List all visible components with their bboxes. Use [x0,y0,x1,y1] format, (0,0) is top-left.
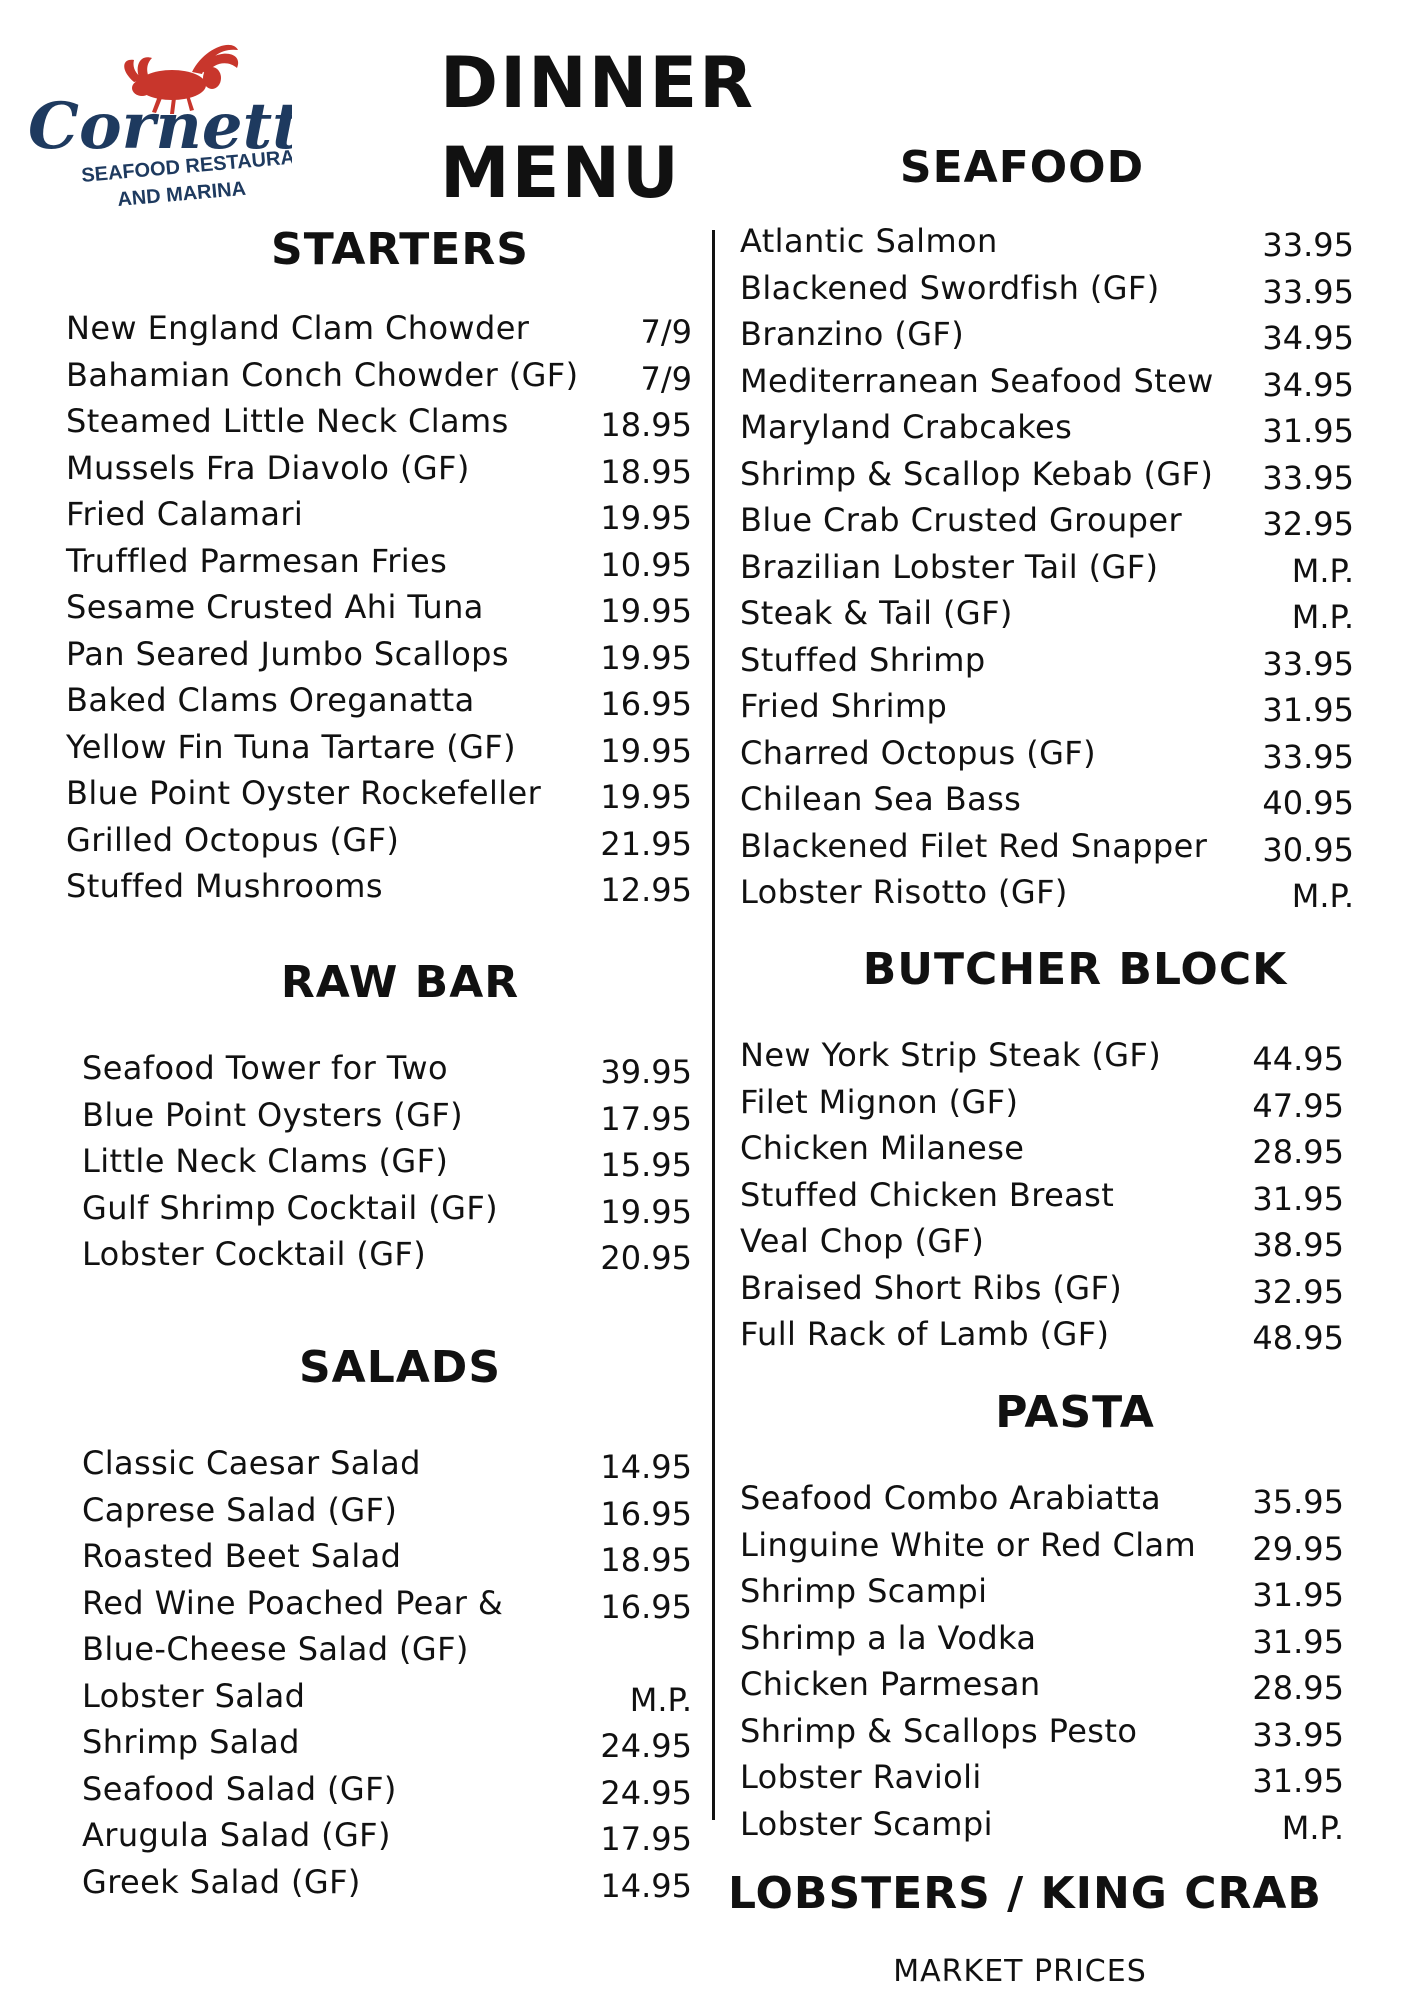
menu-item-price: 33.95 [1262,272,1354,311]
menu-item-price: 14.95 [600,1448,692,1486]
menu-item-price: 34.95 [1262,319,1354,357]
menu-item-name: Seafood Combo Arabiatta [740,1479,1162,1517]
menu-item-name: Seafood Tower for Two [82,1049,448,1087]
menu-item-price: 20.95 [600,1239,692,1277]
menu-item-name: Arugula Salad (GF) [82,1816,391,1854]
menu-item-price: 24.95 [600,1727,692,1765]
menu-item-price: 12.95 [600,871,692,909]
menu-item-price: 21.95 [600,824,692,863]
menu-item-name: Blackened Filet Red Snapper [740,826,1208,865]
menu-item-name: Full Rack of Lamb (GF) [740,1315,1110,1353]
menu-item-name: Gulf Shrimp Cocktail (GF) [82,1188,499,1227]
menu-item-price: 16.95 [600,1494,692,1533]
menu-item-price: 31.95 [1262,691,1354,729]
menu-item-name: Mediterranean Seafood Stew [740,361,1214,400]
menu-item-name: Blue Point Oyster Rockefeller [66,774,542,812]
menu-item-name: Shrimp & Scallop Kebab (GF) [740,454,1214,493]
menu-item-name: Maryland Crabcakes [740,408,1073,446]
menu-item-name: Shrimp a la Vodka [740,1618,1037,1657]
menu-item-name: Blue-Cheese Salad (GF) [82,1630,469,1668]
menu-item-name: Bahamian Conch Chowder (GF) [66,355,579,394]
menu-item-price: 32.95 [1262,505,1354,543]
butcher-block-heading: BUTCHER BLOCK [862,944,1288,995]
menu-item-price: 33.95 [1262,644,1354,683]
menu-item-price: 33.95 [1252,1715,1344,1754]
menu-item-name: Charred Octopus (GF) [740,733,1096,772]
menu-item-price: 19.95 [600,499,692,537]
menu-item-price: 10.95 [600,545,692,584]
menu-item-name: Lobster Ravioli [740,1758,982,1796]
menu-item-price: 7/9 [640,313,692,351]
menu-item-price: 38.95 [1252,1226,1344,1264]
menu-item-price: 18.95 [600,1541,692,1579]
salads-heading: SALADS [298,1342,502,1393]
menu-item-price: 31.95 [1252,1622,1344,1661]
menu-item-name: Fried Shrimp [740,687,948,725]
menu-item-price: 48.95 [1252,1319,1344,1357]
menu-item-price: 7/9 [640,359,692,398]
menu-item-name: Pan Seared Jumbo Scallops [66,634,509,673]
menu-item-price: 33.95 [1262,458,1354,497]
menu-item-price: 40.95 [1262,784,1354,822]
menu-item-price: 32.95 [1252,1272,1344,1311]
menu-item-price: 28.95 [1252,1133,1344,1171]
menu-item-name: Stuffed Shrimp [740,640,986,679]
menu-item-name: Lobster Risotto (GF) [740,873,1068,911]
menu-item-name: Lobster Salad [82,1676,306,1715]
menu-item-price: 19.95 [600,731,692,770]
menu-item-name: Shrimp Salad [82,1723,300,1761]
menu-item-name: Chicken Parmesan [740,1665,1041,1703]
menu-item-name: Blackened Swordfish (GF) [740,268,1160,307]
menu-item-name: Blue Point Oysters (GF) [82,1095,464,1134]
menu-item-price: 19.95 [600,638,692,677]
menu-item-name: Lobster Scampi [740,1804,993,1843]
menu-item-price: 33.95 [1262,737,1354,776]
menu-item-name: Linguine White or Red Clam [740,1525,1197,1564]
pasta-heading: PASTA [995,1387,1155,1438]
menu-item-name: Stuffed Mushrooms [66,867,383,905]
menu-item-name: New England Clam Chowder [66,309,530,347]
menu-item-name: Braised Short Ribs (GF) [740,1268,1123,1307]
menu-item-price: 39.95 [600,1053,692,1091]
menu-item-name: Sesame Crusted Ahi Tuna [66,588,484,626]
menu-item-price: 19.95 [600,592,692,630]
menu-item-price: 14.95 [600,1866,692,1905]
menu-item-price: 47.95 [1252,1086,1344,1125]
menu-item-price: 19.95 [600,778,692,816]
menu-item-price: 31.95 [1252,1576,1344,1614]
menu-item-name: Seafood Salad (GF) [82,1769,397,1808]
menu-item-price: 18.95 [600,452,692,491]
menu-item-name: Mussels Fra Diavolo (GF) [66,448,470,487]
logo-tagline-2: AND MARINA [116,177,247,211]
lobster-icon [22,30,292,220]
menu-item-name: Blue Crab Crusted Grouper [740,501,1183,539]
menu-item-price: 35.95 [1252,1483,1344,1521]
menu-item-name: Greek Salad (GF) [82,1862,361,1901]
menu-item-price: M.P. [629,1680,692,1719]
menu-item-price: 19.95 [600,1192,692,1231]
menu-item-name: Veal Chop (GF) [740,1222,985,1260]
menu-item-price: 18.95 [600,406,692,444]
menu-item-name: Steamed Little Neck Clams [66,402,509,440]
menu-item-name: Truffled Parmesan Fries [66,541,448,580]
menu-item-price: M.P. [1291,877,1354,915]
menu-item-name: Red Wine Poached Pear & [82,1583,504,1622]
menu-item-name: Brazilian Lobster Tail (GF) [740,547,1159,586]
menu-item-name: Chicken Milanese [740,1129,1025,1167]
menu-item-name: Grilled Octopus (GF) [66,820,400,859]
menu-item-name: Yellow Fin Tuna Tartare (GF) [66,727,516,766]
starters-heading: STARTERS [271,224,529,275]
menu-item-name: Classic Caesar Salad [82,1444,421,1482]
menu-title: DINNER MENU [440,42,756,214]
menu-item-price: 33.95 [1262,226,1354,264]
menu-item-price: 17.95 [600,1099,692,1138]
menu-item-name: Little Neck Clams (GF) [82,1142,449,1180]
menu-item-name: Steak & Tail (GF) [740,594,1013,632]
menu-item-price: 30.95 [1262,830,1354,869]
menu-item-price: M.P. [1291,598,1354,636]
menu-item-price: 44.95 [1252,1040,1344,1078]
raw-bar-heading: RAW BAR [280,957,520,1008]
menu-item-name: Baked Clams Oreganatta [66,681,475,719]
restaurant-logo [22,30,292,220]
seafood-heading: SEAFOOD [899,142,1145,193]
menu-item-price: M.P. [1281,1808,1344,1847]
menu-item-name: Shrimp Scampi [740,1572,988,1610]
menu-item-name: Branzino (GF) [740,315,965,353]
menu-item-price: 31.95 [1262,412,1354,450]
logo-wordmark: Cornet [28,89,273,164]
menu-item-price: 15.95 [600,1146,692,1184]
logo-tagline-1: SEAFOOD RESTAURANT [80,144,292,187]
menu-item-name: Atlantic Salmon [740,222,998,260]
menu-item-name: Filet Mignon (GF) [740,1082,1019,1121]
market-prices-note: MARKET PRICES [893,1954,1147,1989]
menu-item-price: 31.95 [1252,1762,1344,1800]
menu-item-price: 17.95 [600,1820,692,1858]
menu-item-price: 29.95 [1252,1529,1344,1568]
menu-item-name: Fried Calamari [66,495,304,533]
menu-item-price: 16.95 [600,685,692,723]
menu-item-name: Roasted Beet Salad [82,1537,402,1575]
menu-item-price: 31.95 [1252,1179,1344,1218]
menu-item-price: 34.95 [1262,365,1354,404]
menu-item-name: New York Strip Steak (GF) [740,1036,1162,1074]
menu-item-price: 28.95 [1252,1669,1344,1707]
menu-item-price: 24.95 [600,1773,692,1812]
menu-item-name: Shrimp & Scallops Pesto [740,1711,1138,1750]
menu-item-price: M.P. [1291,551,1354,590]
lobsters-heading: LOBSTERS / KING CRAB [728,1868,1322,1919]
menu-item-name: Stuffed Chicken Breast [740,1175,1115,1214]
menu-item-name: Chilean Sea Bass [740,780,1022,818]
menu-item-name: Caprese Salad (GF) [82,1490,398,1529]
menu-item-name: Lobster Cocktail (GF) [82,1235,427,1273]
column-divider [712,230,715,1820]
menu-item-price: 16.95 [600,1587,692,1626]
